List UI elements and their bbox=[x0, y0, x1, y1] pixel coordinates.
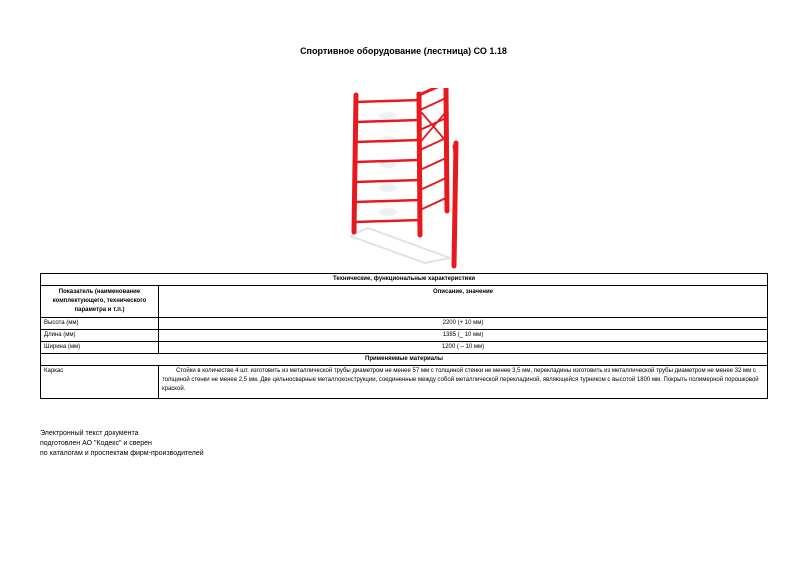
table-row bbox=[41, 330, 768, 342]
footer-note bbox=[40, 429, 204, 459]
value-cell: 1200 ( – 10 мм) bbox=[159, 342, 768, 354]
value-cell: 1385 (_ 10 мм) bbox=[159, 330, 768, 342]
param-cell: Высота (мм) bbox=[41, 318, 159, 330]
value-cell: 2200 (+ 10 мм) bbox=[159, 318, 768, 330]
material-description-cell: Стойки в количестве 4 шт. изготовить из металлической трубы диаметром не менее 57 мм с толщиной стенки не менее 3,5 мм, перекладины изготовить из металлической трубы диаметром не менее 32 мм с толщиной стенки не менее 2,5 мм. Две цельносварные металлоконструкции, соединенные между собой металлической перекладиной, являющейся турником с высотой 1800 мм. Покрыть полимерной порошковой краской. bbox=[159, 366, 768, 399]
param-column-header: Показатель (наименование комплектующего, технического параметра и т.п.) bbox=[41, 286, 159, 318]
footer-line: подготовлен АО "Кодекс" и сверен bbox=[40, 440, 152, 447]
ladder-illustration bbox=[330, 88, 480, 270]
specifications-table bbox=[40, 273, 768, 399]
section-title: Технические, функциональные характеристики bbox=[41, 274, 768, 286]
value-column-header: Описание, значение bbox=[159, 286, 768, 318]
footer-line: Электронный текст документа bbox=[40, 430, 139, 437]
material-param-cell: Каркас bbox=[41, 366, 159, 399]
table-row bbox=[41, 318, 768, 330]
materials-section-title: Применяемые материалы bbox=[41, 354, 768, 366]
table-row bbox=[41, 366, 768, 399]
footer-line: по каталогам и проспектам фирм-производителей bbox=[40, 450, 204, 457]
table-row bbox=[41, 342, 768, 354]
document-title: Спортивное оборудование (лестница) СО 1.18 bbox=[300, 46, 507, 56]
param-cell: Ширина (мм) bbox=[41, 342, 159, 354]
param-cell: Длина (мм) bbox=[41, 330, 159, 342]
